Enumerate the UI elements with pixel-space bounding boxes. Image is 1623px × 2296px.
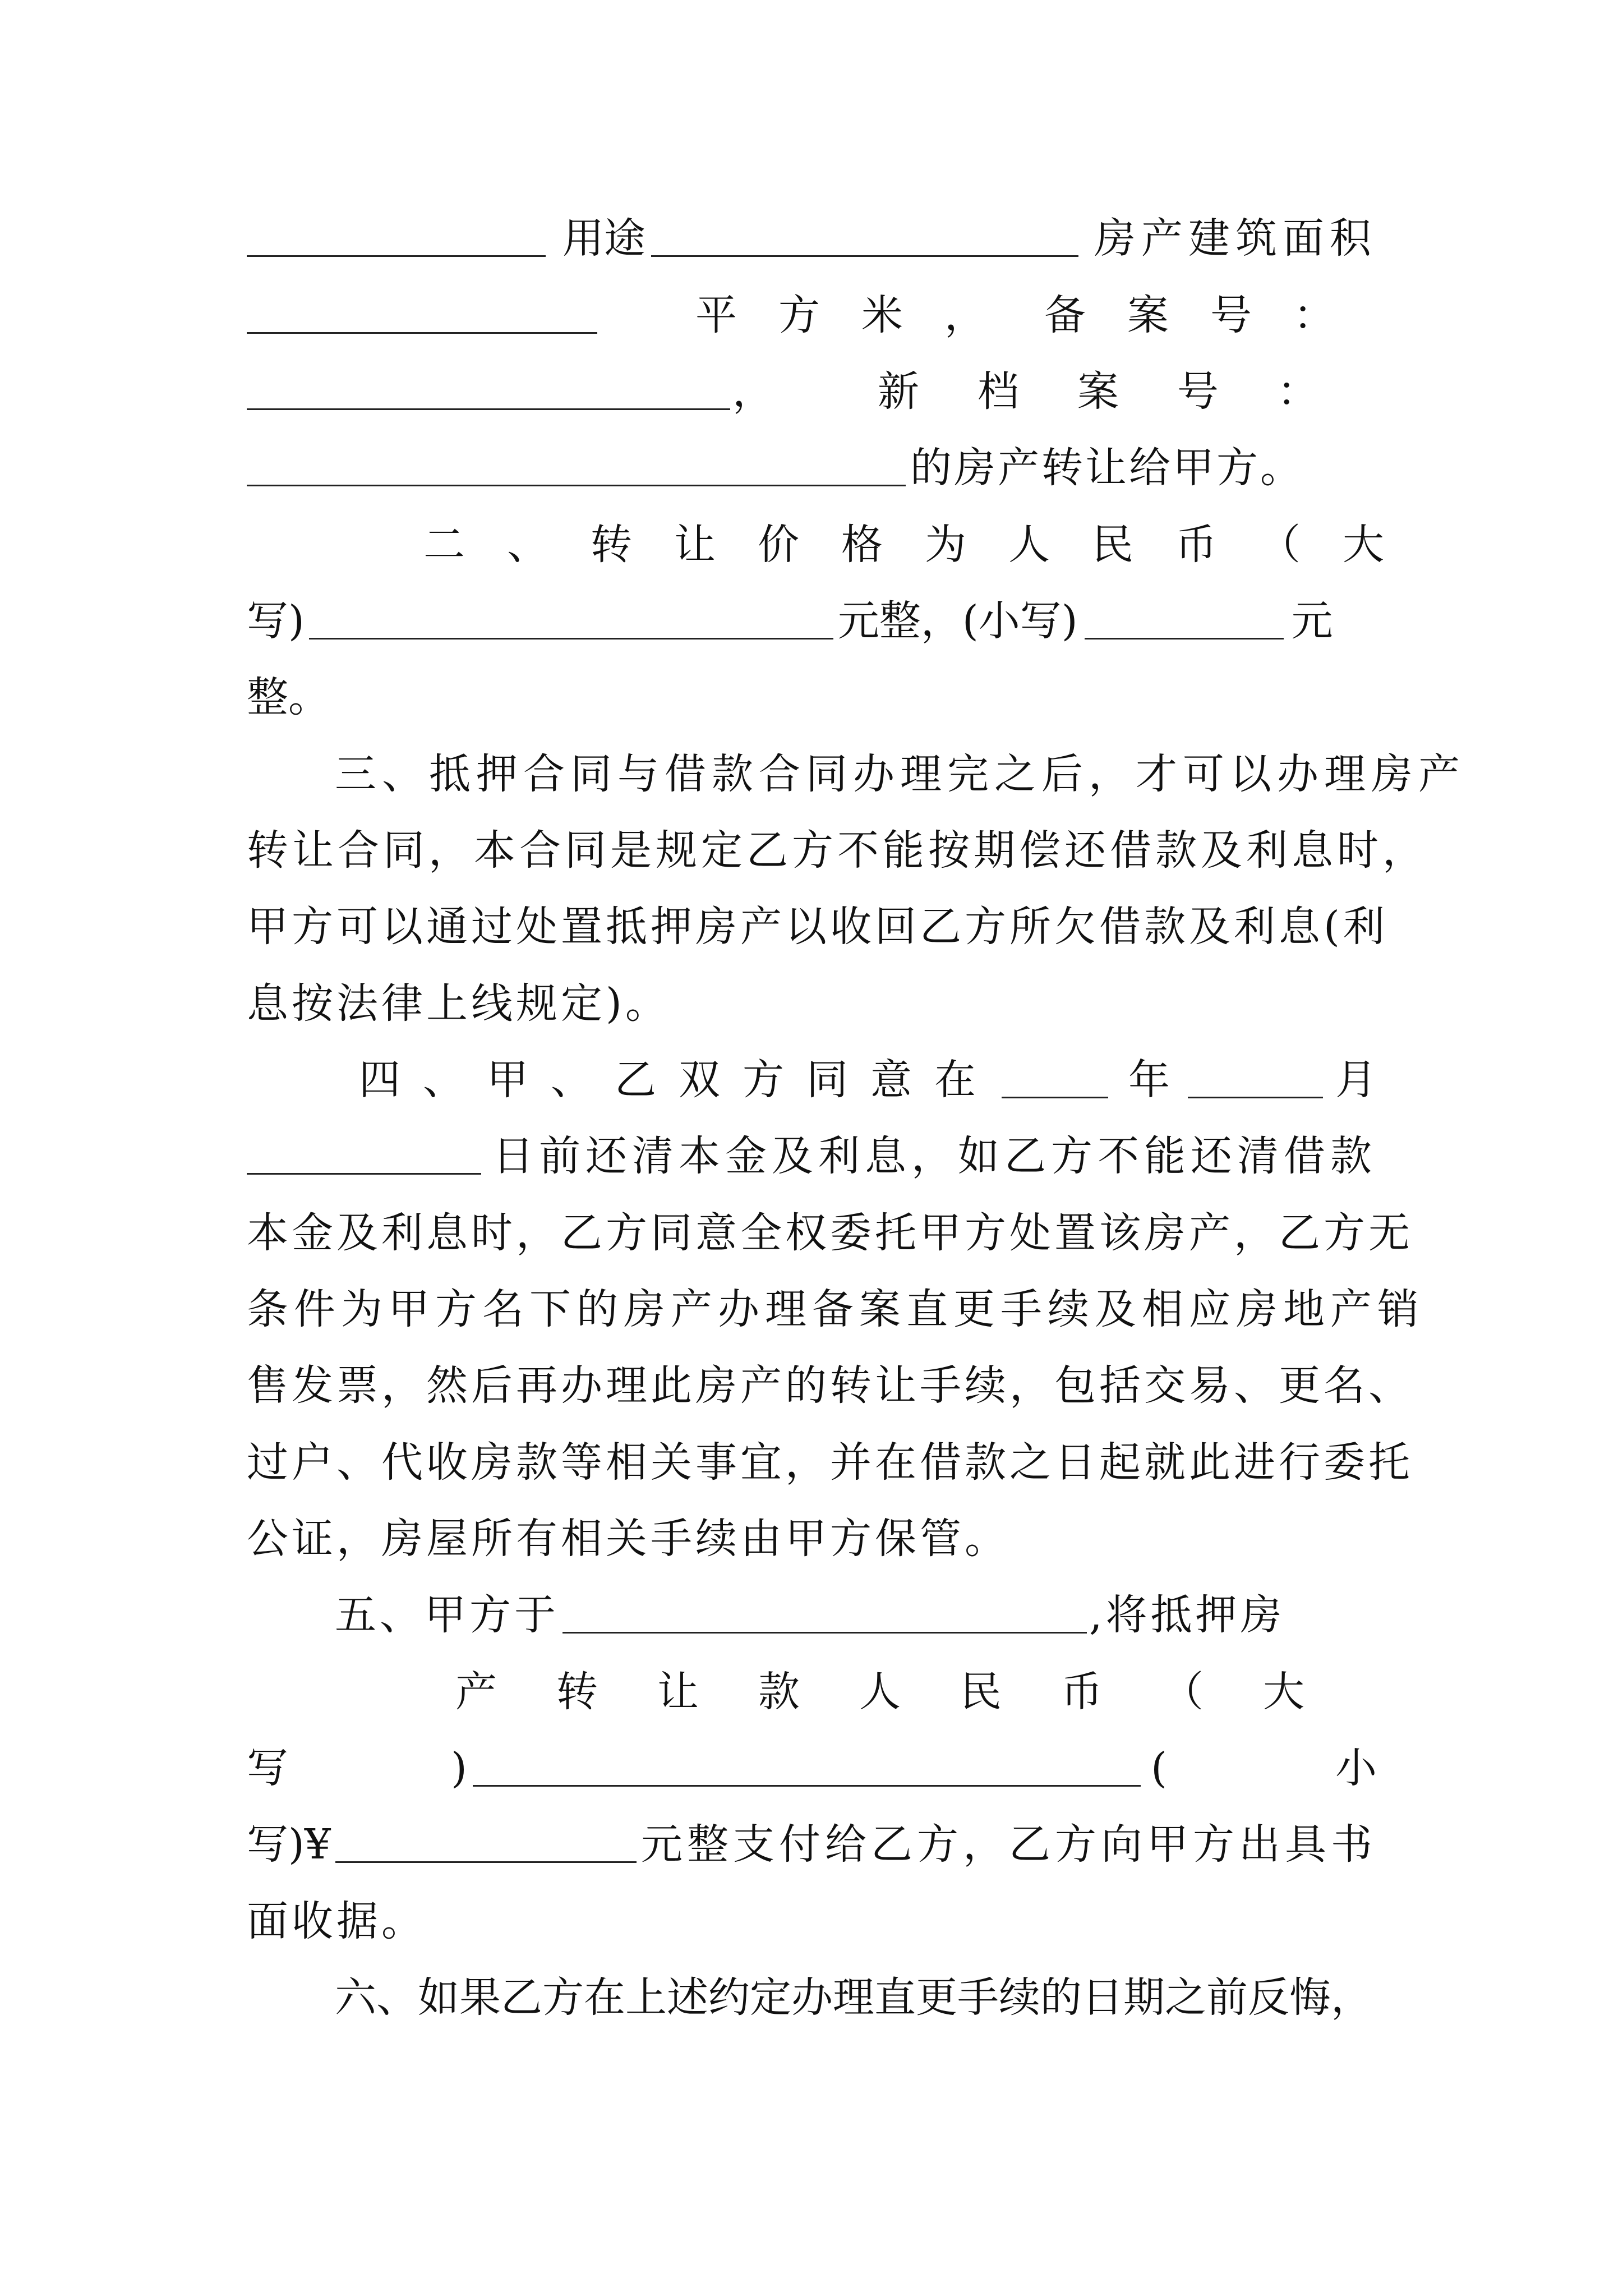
upper-case-label: 写) [247, 597, 305, 645]
paragraph-line: 日前还清本金及利息，如乙方不能还清借款 [492, 1132, 1377, 1180]
sqm-text: 平方米， [695, 291, 1027, 339]
blank-field [247, 288, 597, 334]
paragraph-line: 甲方可以通过处置抵押房产以收回乙方所欠借款及利息(利 [247, 903, 1388, 951]
paragraph-line: 售发票，然后再办理此房产的转让手续，包括交易、更名、 [247, 1361, 1413, 1410]
small-case-label: 写)¥ [247, 1820, 331, 1869]
line-15 [247, 1278, 1424, 1340]
line-11 [247, 973, 1377, 1034]
line-1 [247, 208, 1377, 269]
paragraph-line: 元整支付给乙方，乙方向甲方出具书 [641, 1820, 1377, 1869]
line-8 [335, 743, 1465, 805]
month-label: 月 [1335, 1056, 1377, 1104]
line-10 [247, 896, 1388, 958]
line-2 [247, 284, 1377, 346]
purpose-label: 用途 [562, 214, 645, 263]
zheng-text: 整。 [247, 673, 330, 721]
blank-field [1085, 594, 1284, 639]
line-18 [247, 1508, 1377, 1570]
area-label: 房产建筑面积 [1094, 214, 1377, 263]
blank-field [335, 1818, 637, 1863]
line-14 [247, 1202, 1413, 1264]
paragraph-line: 公证，房屋所有相关手续由甲方保管。 [247, 1515, 1009, 1563]
blank-field [247, 1129, 481, 1175]
line-9 [247, 820, 1428, 881]
comma: ， [732, 367, 774, 416]
blank-field [562, 1588, 1087, 1634]
yuanzheng-text: 元整，(小写) [837, 597, 1078, 645]
line-21 [247, 1737, 1377, 1799]
line-6 [247, 590, 1377, 652]
article-2-heading: 二、转让价格为人民币（大 [423, 521, 1426, 569]
line-3 [247, 361, 1377, 422]
blank-field [247, 211, 546, 257]
transfer-amount-text: 产转让款人民币（大 [455, 1668, 1364, 1716]
blank-field [309, 594, 833, 639]
blank-field [473, 1741, 1141, 1787]
year-label: 年 [1128, 1056, 1170, 1104]
small-text: 小 [1335, 1744, 1377, 1792]
paragraph-line: 转让合同，本合同是规定乙方不能按期偿还借款及利息时， [247, 826, 1428, 875]
line-12 [247, 1049, 1377, 1111]
article-3-text: 三、抵押合同与借款合同办理完之后，才可以办理房产 [335, 750, 1465, 798]
blank-field [1002, 1053, 1108, 1098]
line-20 [247, 1661, 1377, 1723]
line-13 [247, 1125, 1377, 1187]
blank-field [1188, 1053, 1323, 1098]
line-23 [247, 1890, 1377, 1952]
mortgage-text: ,将抵押房 [1089, 1591, 1285, 1639]
blank-field [247, 441, 906, 486]
paragraph-line: 过户、代收房款等相关事宜，并在借款之日起就此进行委托 [247, 1438, 1413, 1487]
line-22 [247, 1814, 1377, 1875]
article-4-heading: 四、甲、乙双方同意在 [359, 1056, 998, 1104]
transfer-text: 的房产转让给甲方。 [910, 444, 1304, 492]
new-file-number-label: 新档案号： [878, 367, 1377, 416]
line-24 [335, 1967, 1377, 2028]
open-paren: ( [1151, 1744, 1167, 1792]
paragraph-line: 息按法律上线规定)。 [247, 979, 670, 1028]
line-19 [247, 1584, 1377, 1646]
yuan-text: 元 [1291, 597, 1333, 645]
paragraph-line: 面收据。 [247, 1897, 426, 1945]
line-5 [247, 514, 1426, 576]
blank-field [247, 365, 730, 410]
line-4 [247, 437, 1377, 499]
paragraph-line: 本金及利息时，乙方同意全权委托甲方处置该房产，乙方无 [247, 1209, 1413, 1257]
blank-field [651, 211, 1078, 257]
line-7 [247, 666, 1377, 728]
paragraph-line: 条件为甲方名下的房产办理备案直更手续及相应房地产销 [247, 1285, 1424, 1333]
line-16 [247, 1355, 1413, 1416]
line-17 [247, 1432, 1413, 1493]
article-6-text: 六、如果乙方在上述约定办理直更手续的日期之前反悔， [335, 1973, 1372, 2022]
close-paren: ) [451, 1744, 467, 1792]
filing-number-label: 备案号： [1044, 291, 1376, 339]
xie-text: 写 [247, 1744, 288, 1792]
article-5-heading: 五、甲方于 [335, 1591, 559, 1639]
